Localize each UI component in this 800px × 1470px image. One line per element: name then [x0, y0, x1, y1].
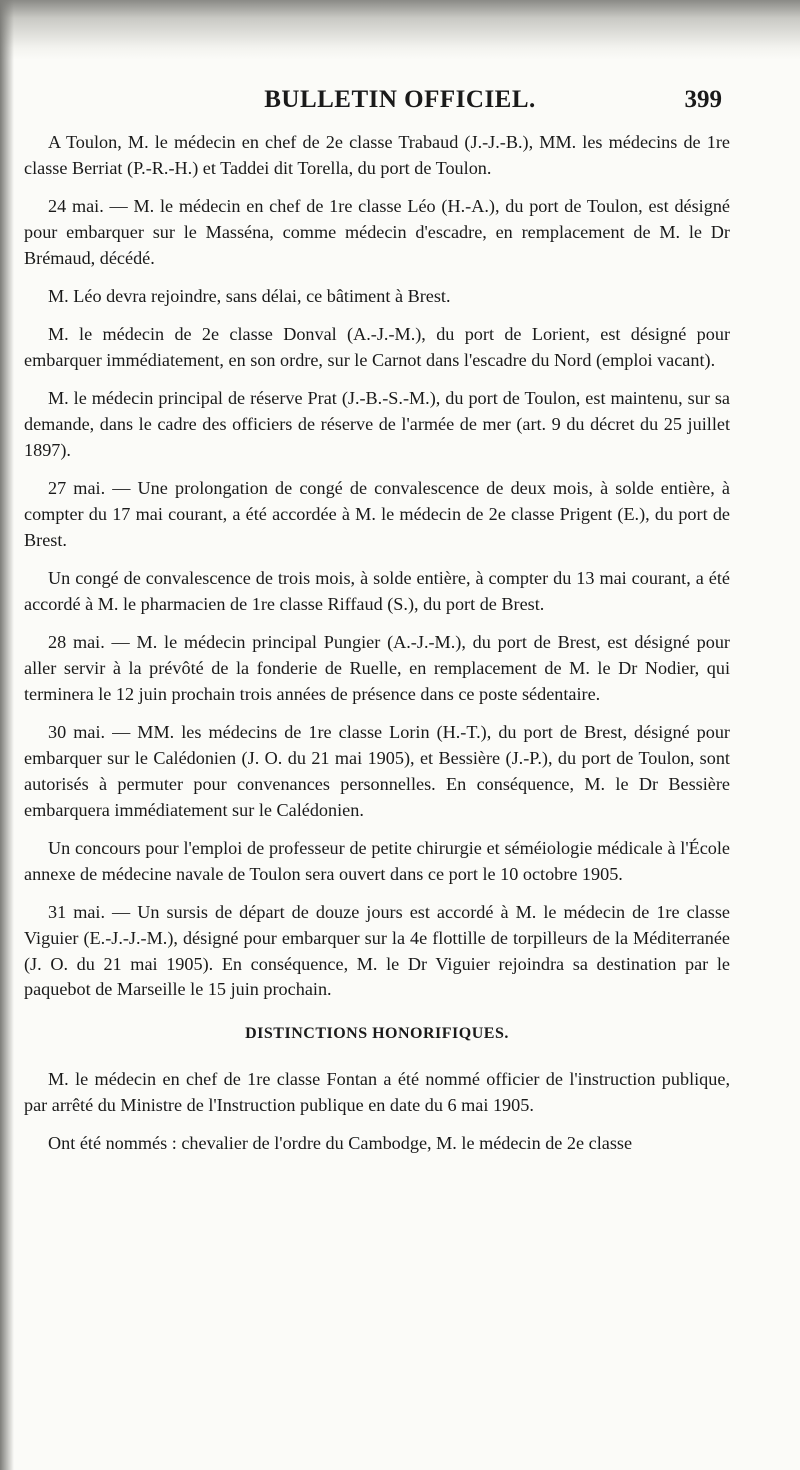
paragraph-concours: Un concours pour l'emploi de professeur de petite chirurgie et séméiologie médicale à l'École annexe de médecine navale de Toulon sera ouvert dans ce port le 10 octobre 1905. [24, 837, 730, 884]
scan-left-shadow [0, 0, 14, 1470]
paragraph-28-mai: 28 mai. — M. le médecin principal Pungier (A.-J.-M.), du port de Brest, est désigné pour aller servir à la prévôté de la fonderie de Ruelle, en remplacement de M. le Dr Nodier, qui terminera le 12 juin prochain trois années de présence dans ce poste sédentaire. [24, 632, 730, 704]
paragraph-27-mai: 27 mai. — Une prolongation de congé de convalescence de deux mois, à solde entière, à compter du 17 mai courant, a été accordée à M. le médecin de 2e classe Prigent (E.), du port de Brest. [24, 478, 730, 550]
paragraph-prat: M. le médecin principal de réserve Prat (J.-B.-S.-M.), du port de Toulon, est maintenu, sur sa demande, dans le cadre des officiers de réserve de l'armée de mer (art. 9 du décret du 25 juillet 1897). [24, 388, 730, 460]
page-number: 399 [684, 86, 722, 113]
paragraph-donval: M. le médecin de 2e classe Donval (A.-J.-M.), du port de Lorient, est désigné pour embarquer immédiatement, en son ordre, sur le Carnot dans l'escadre du Nord (emploi vacant). [24, 324, 730, 371]
running-title: BULLETIN OFFICIEL. [264, 86, 536, 113]
paragraph-toulon-appointments: A Toulon, M. le médecin en chef de 2e classe Trabaud (J.-J.-B.), MM. les médecins de 1re classe Berriat (P.-R.-H.) et Taddei dit Torella, du port de Toulon. [24, 132, 730, 178]
paragraph-31-mai: 31 mai. — Un sursis de départ de douze jours est accordé à M. le médecin de 1re classe Viguier (E.-J.-J.-M.), désigné pour embarquer sur la 4e flottille de torpilleurs de la Méditerranée (J. O. du 21 mai 1905). En conséquence, M. le Dr Viguier rejoindra sa destination par le paquebot de Marseille le 15 juin prochain. [24, 901, 730, 1000]
section-title-distinctions: DISTINCTIONS HONORIFIQUES. [245, 1025, 509, 1043]
paragraph-30-mai: 30 mai. — MM. les médecins de 1re classe Lorin (H.-T.), du port de Brest, désigné pour embarquer sur le Calédonien (J. O. du 21 mai 1905), et Bessière (J.-P.), du port de Toulon, sont autorisés à permuter pour convenances personnelles. En conséquence, M. le Dr Bessière embarquera immédiatement sur le Calédonien. [24, 722, 730, 820]
page-header [0, 86, 800, 126]
scan-top-shadow [0, 0, 800, 60]
paragraph-cambodge: Ont été nommés : chevalier de l'ordre du Cambodge, M. le médecin de 2e classe [48, 1133, 633, 1154]
paragraph-riffaud: Un congé de convalescence de trois mois, à solde entière, à compter du 13 mai courant, a été accordé à M. le pharmacien de 1re classe Riffaud (S.), du port de Brest. [24, 568, 730, 614]
paragraph-24-mai: 24 mai. — M. le médecin en chef de 1re classe Léo (H.-A.), du port de Toulon, est désigné pour embarquer sur le Masséna, comme médecin d'escadre, en remplacement de M. le Dr Brémaud, décédé. [24, 196, 730, 268]
paragraph-leo-rejoindre: M. Léo devra rejoindre, sans délai, ce bâtiment à Brest. [48, 285, 451, 306]
document-body [24, 130, 730, 1170]
paragraph-fontan: M. le médecin en chef de 1re classe Fontan a été nommé officier de l'instruction publique, par arrêté du Ministre de l'Instruction publique en date du 6 mai 1905. [24, 1069, 730, 1115]
